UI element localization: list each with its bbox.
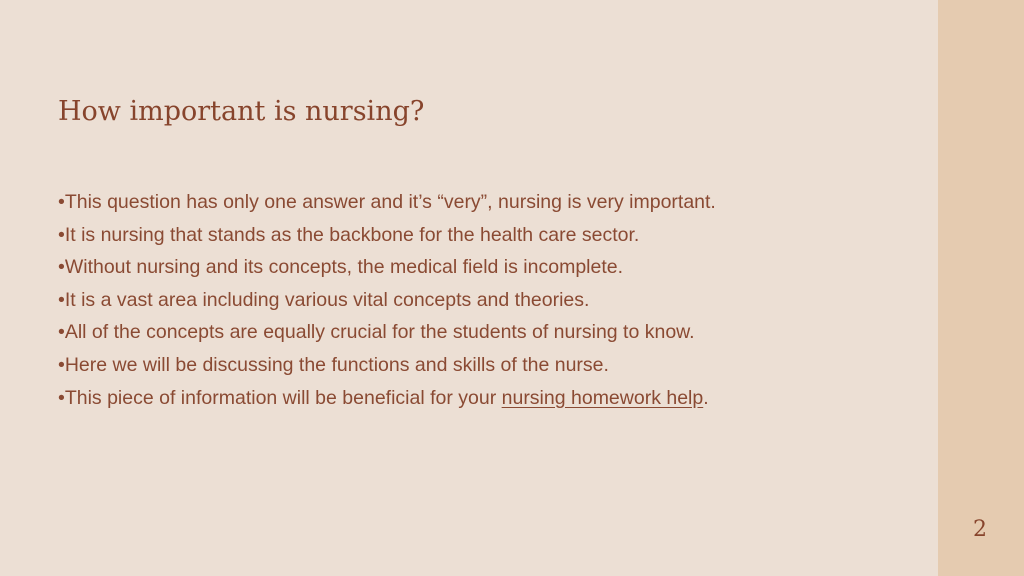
page-number: 2 <box>973 517 987 542</box>
bullet-item-with-link <box>58 382 792 415</box>
decorative-side-band <box>938 0 1024 576</box>
bullet-suffix: . <box>703 386 709 409</box>
nursing-homework-help-link[interactable]: nursing homework help <box>501 386 704 409</box>
bullet-item: •It is nursing that stands as the backbone for the health care sector. <box>58 223 640 246</box>
bullet-item: •All of the concepts are equally crucial for the students of nursing to know. <box>58 321 695 344</box>
slide-title: How important is nursing? <box>58 96 425 127</box>
bullet-item: •Without nursing and its concepts, the medical field is incomplete. <box>58 256 624 279</box>
bullet-text: •This piece of information will be beneficial for your <box>58 386 502 409</box>
bullet-item: •It is a vast area including various vital concepts and theories. <box>58 288 590 311</box>
bullet-item: •This question has only one answer and it’s “very”, nursing is very important. <box>58 191 716 213</box>
bullet-list <box>58 186 792 414</box>
bullet-item: •Here we will be discussing the functions and skills of the nurse. <box>58 353 609 376</box>
